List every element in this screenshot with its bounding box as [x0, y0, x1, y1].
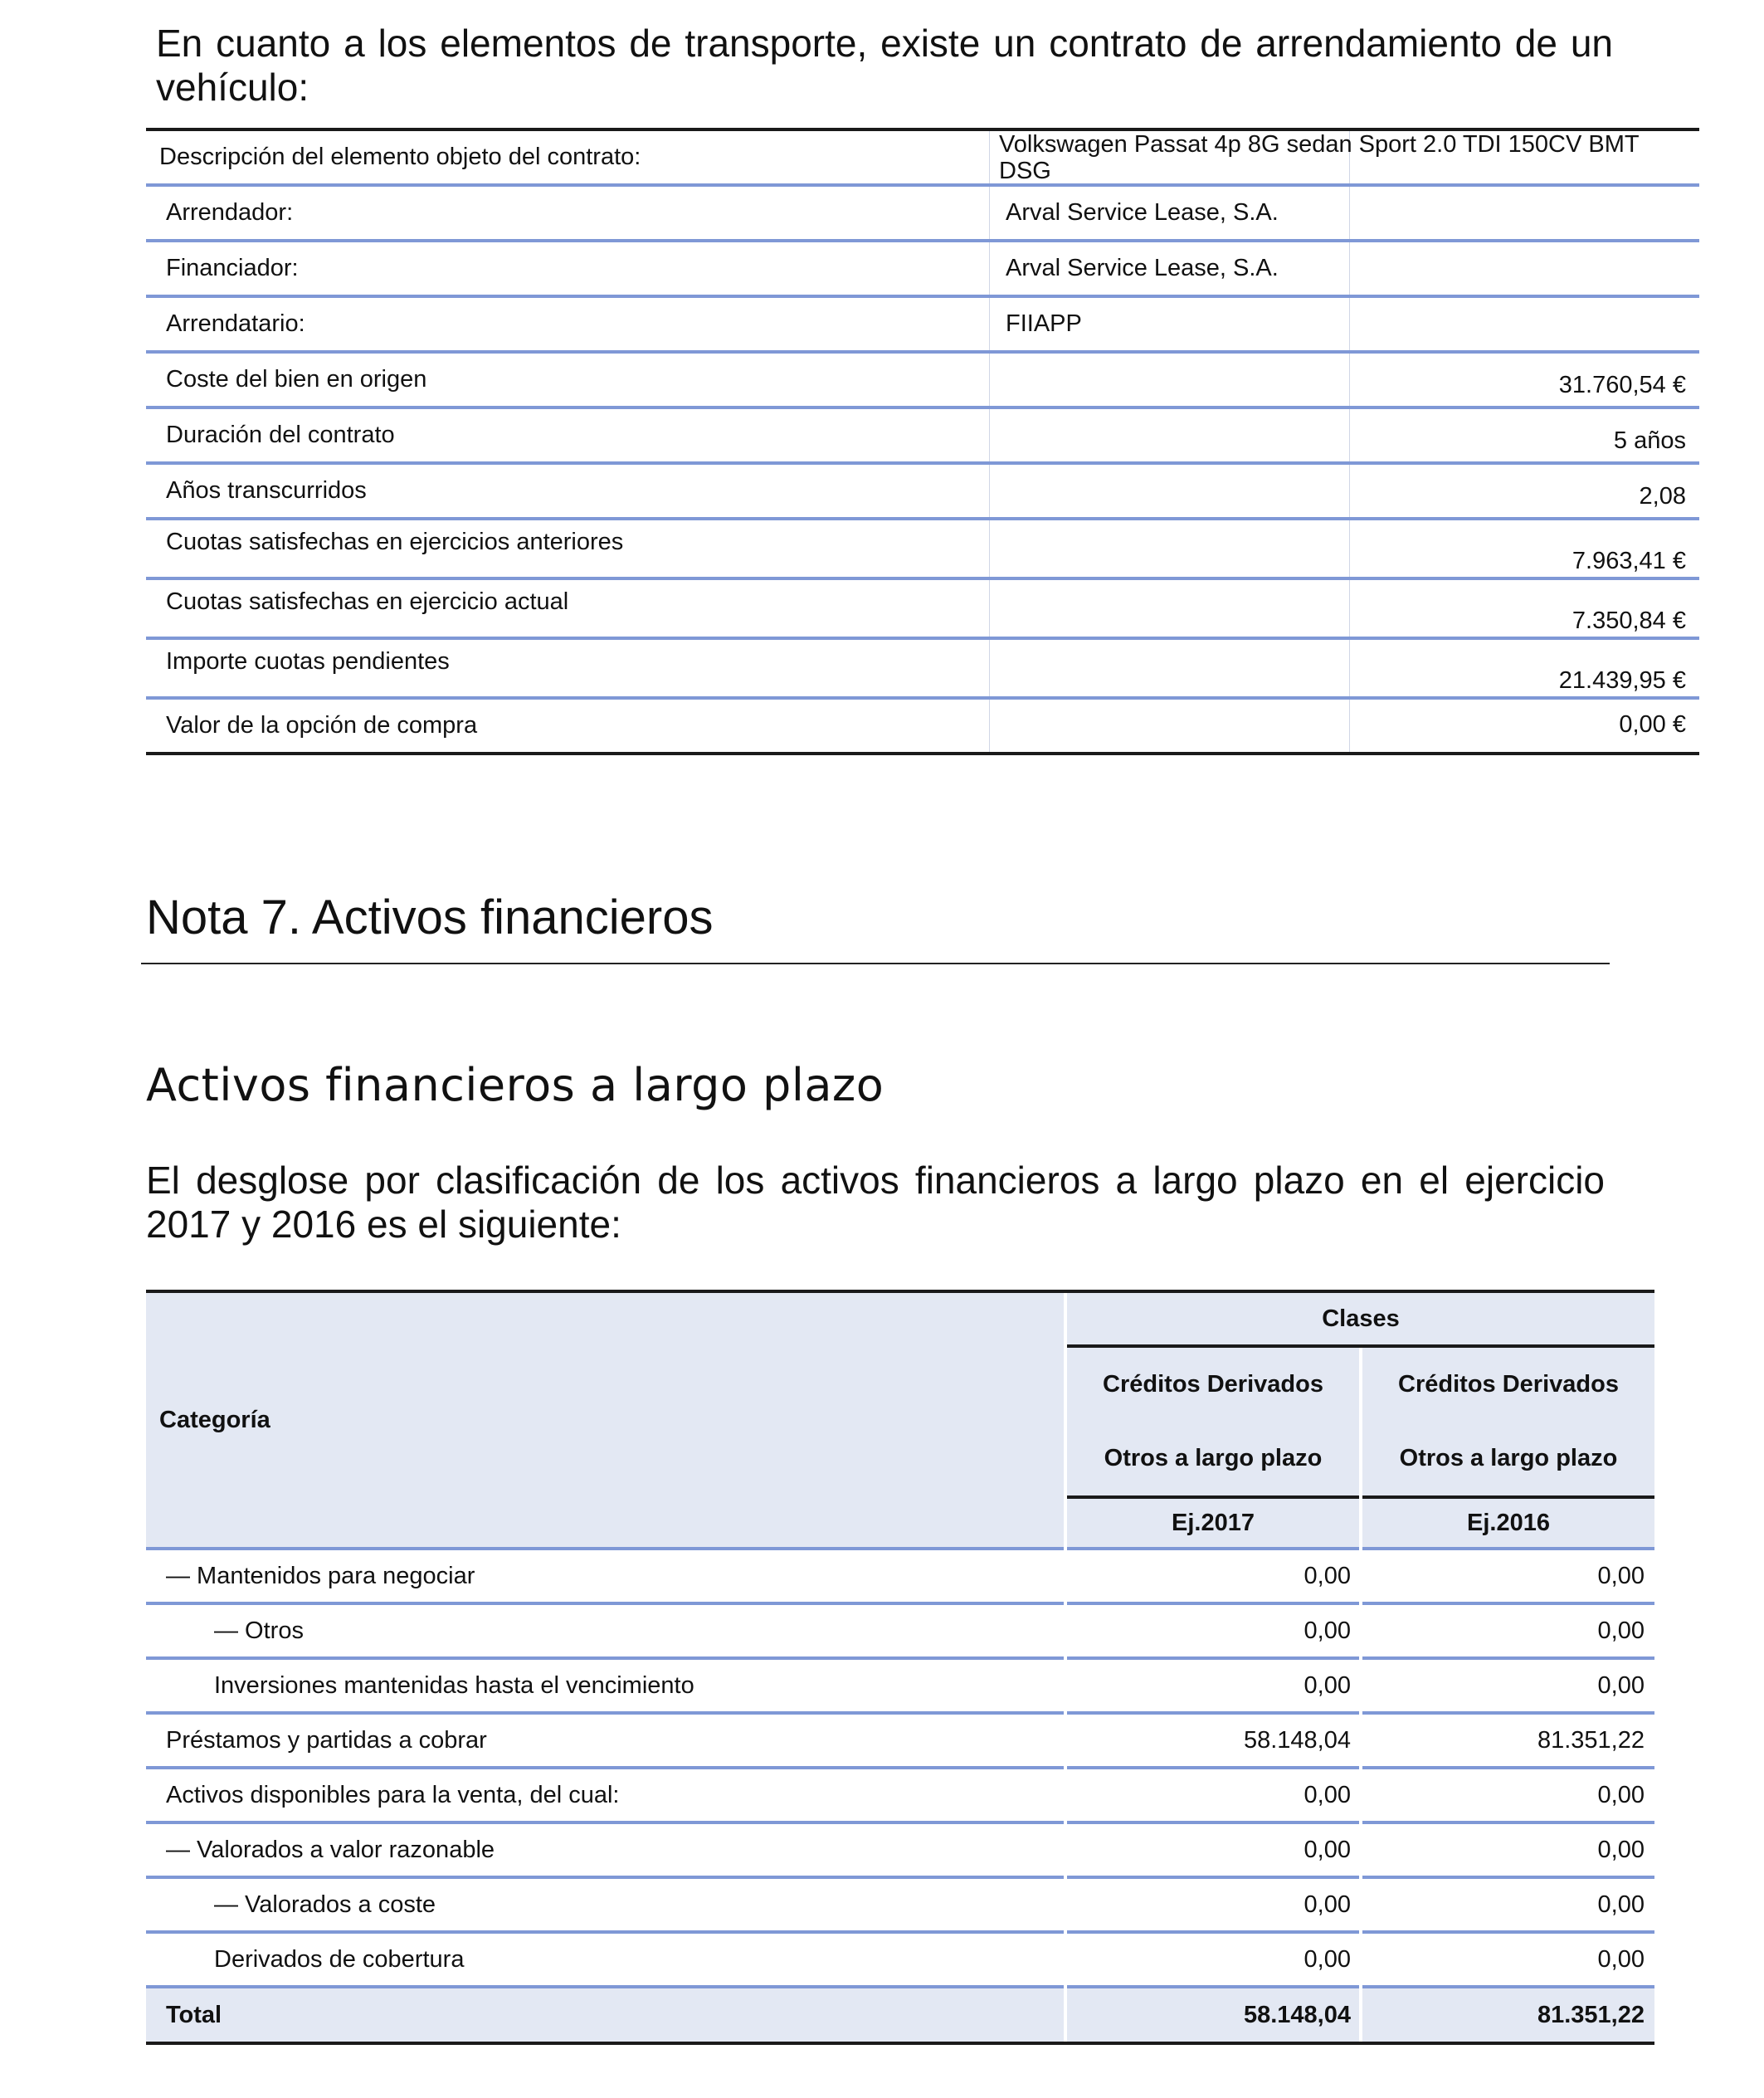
- value-2017: 0,00: [1304, 1617, 1351, 1644]
- value-2016: 0,00: [1597, 1671, 1645, 1699]
- value-2017: 0,00: [1304, 1671, 1351, 1699]
- category-header: [146, 1293, 1064, 1547]
- row-label: Préstamos y partidas a cobrar: [166, 1726, 487, 1754]
- year-2017-header: [1067, 1499, 1359, 1547]
- table-row: [146, 1660, 1654, 1711]
- lease-row-opcion-compra: [146, 700, 1699, 755]
- year-2017-label: Ej.2017: [1172, 1509, 1255, 1536]
- lease-amount: 31.760,54 €: [1558, 372, 1686, 398]
- lease-label: Cuotas satisfechas en ejercicios anteriores: [166, 529, 624, 555]
- year-2016-label: Ej.2016: [1467, 1509, 1550, 1536]
- title-divider: [141, 963, 1610, 964]
- lease-label: Coste del bien en origen: [166, 366, 427, 393]
- table-row: [146, 1715, 1654, 1766]
- total-label: Total: [166, 2001, 222, 2028]
- lease-value: Volkswagen Passat 4p 8G sedan Sport 2.0 TDI 150CV BMT DSG: [999, 130, 1640, 184]
- total-row: [146, 1988, 1654, 2042]
- lease-row-duracion: [146, 409, 1699, 465]
- lease-row-description: [146, 131, 1699, 187]
- lease-row-anos: [146, 465, 1699, 520]
- lease-row-coste: [146, 354, 1699, 409]
- row-label: Activos disponibles para la venta, del cual:: [166, 1781, 620, 1808]
- lease-amount: 5 años: [1613, 427, 1686, 454]
- lease-contract-table: [146, 128, 1699, 755]
- col-header-2017: [1067, 1348, 1359, 1495]
- lease-amount: 2,08: [1639, 483, 1686, 510]
- table-row: [146, 1550, 1654, 1602]
- col-header-line1: Créditos Derivados: [1103, 1371, 1323, 1398]
- table-row: [146, 1934, 1654, 1985]
- lease-label: Duración del contrato: [166, 422, 395, 448]
- col-header-2016: [1362, 1348, 1654, 1495]
- lease-row-financiador: [146, 242, 1699, 298]
- value-2017: 0,00: [1304, 1836, 1351, 1863]
- lease-value: Arval Service Lease, S.A.: [1006, 199, 1279, 226]
- nota-title: Nota 7. Activos financieros: [146, 890, 714, 944]
- section-title: Activos financieros a largo plazo: [146, 1059, 884, 1111]
- col-header-line1: Créditos Derivados: [1398, 1371, 1619, 1398]
- row-label: — Otros: [214, 1617, 304, 1644]
- lease-label: Cuotas satisfechas en ejercicio actual: [166, 588, 569, 615]
- lease-row-pendientes: [146, 640, 1699, 700]
- lease-amount: 7.350,84 €: [1572, 607, 1686, 634]
- year-2016-header: [1362, 1499, 1654, 1547]
- category-header-label: Categoría: [159, 1406, 270, 1433]
- lease-row-arrendador: [146, 187, 1699, 242]
- row-label: — Mantenidos para negociar: [166, 1562, 475, 1589]
- lease-label: Importe cuotas pendientes: [166, 648, 450, 675]
- total-2017: 58.148,04: [1243, 2001, 1351, 2028]
- total-2016: 81.351,22: [1537, 2001, 1645, 2028]
- intro-paragraph: En cuanto a los elementos de transporte, existe un contrato de arrendamiento de un vehículo:: [156, 22, 1613, 109]
- value-2017: 0,00: [1304, 1562, 1351, 1589]
- lease-label: Arrendatario:: [166, 310, 305, 337]
- lease-value: Arval Service Lease, S.A.: [1006, 255, 1279, 281]
- row-label: — Valorados a coste: [214, 1891, 436, 1918]
- value-2016: 0,00: [1597, 1836, 1645, 1863]
- lease-row-cuotas-anteriores: [146, 520, 1699, 580]
- lease-value: FIIAPP: [1006, 310, 1082, 337]
- col-header-line2: Otros a largo plazo: [1104, 1445, 1323, 1471]
- classes-header: [1067, 1293, 1654, 1344]
- lease-label: Valor de la opción de compra: [166, 712, 478, 739]
- value-2016: 0,00: [1597, 1781, 1645, 1808]
- row-label: — Valorados a valor razonable: [166, 1836, 495, 1863]
- lease-row-cuotas-actual: [146, 580, 1699, 640]
- table-row: [146, 1879, 1654, 1930]
- col-header-line2: Otros a largo plazo: [1399, 1445, 1618, 1471]
- lease-label: Descripción del elemento objeto del contrato:: [159, 144, 641, 170]
- lease-amount: 0,00 €: [1619, 711, 1686, 738]
- table-row: [146, 1769, 1654, 1821]
- value-2016: 0,00: [1597, 1617, 1645, 1644]
- value-2016: 81.351,22: [1537, 1726, 1645, 1754]
- lease-amount: 21.439,95 €: [1558, 667, 1686, 694]
- classes-header-label: Clases: [1322, 1305, 1400, 1332]
- value-2017: 58.148,04: [1243, 1726, 1351, 1754]
- row-label: Derivados de cobertura: [214, 1945, 465, 1973]
- table-row: [146, 1824, 1654, 1876]
- section-description: El desglose por clasificación de los activos financieros a largo plazo en el ejercicio 2017 y 2016 es el siguiente:: [146, 1159, 1605, 1246]
- value-2016: 0,00: [1597, 1891, 1645, 1918]
- value-2017: 0,00: [1304, 1781, 1351, 1808]
- row-label: Inversiones mantenidas hasta el vencimiento: [214, 1671, 694, 1699]
- value-2016: 0,00: [1597, 1562, 1645, 1589]
- lease-label: Arrendador:: [166, 199, 294, 226]
- lease-row-arrendatario: [146, 298, 1699, 354]
- value-2016: 0,00: [1597, 1945, 1645, 1973]
- table-row: [146, 1605, 1654, 1656]
- lease-label: Financiador:: [166, 255, 299, 281]
- value-2017: 0,00: [1304, 1891, 1351, 1918]
- lease-label: Años transcurridos: [166, 477, 367, 504]
- lease-amount: 7.963,41 €: [1572, 548, 1686, 574]
- value-2017: 0,00: [1304, 1945, 1351, 1973]
